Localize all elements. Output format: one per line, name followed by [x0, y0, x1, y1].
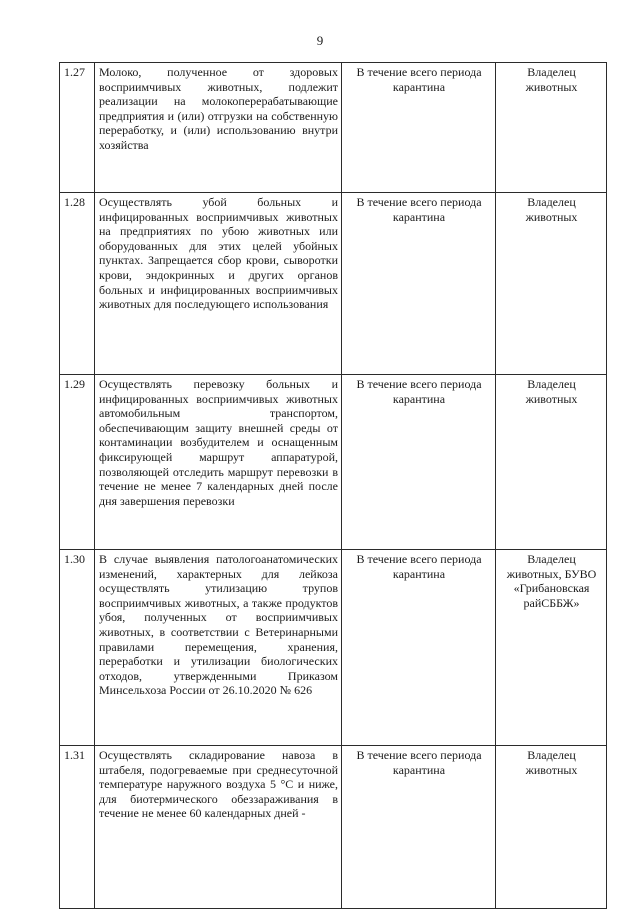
row-number: 1.29 — [60, 375, 95, 550]
table-row — [60, 193, 607, 375]
measure-responsible: Владелец животных — [496, 63, 607, 193]
page-number: 9 — [316, 33, 324, 48]
measure-responsible: Владелец животных — [496, 193, 607, 375]
measure-term: В течение всего периода карантина — [342, 63, 496, 193]
row-number: 1.31 — [60, 746, 95, 909]
measure-responsible: Владелец животных — [496, 746, 607, 909]
row-number: 1.28 — [60, 193, 95, 375]
measure-term: В течение всего периода карантина — [342, 375, 496, 550]
row-number: 1.30 — [60, 550, 95, 746]
measure-description: Осуществлять складирование навоза в штабеля, подогреваемые при среднесуточной температуре наружного воздуха 5 °С и ниже, для биотермического обеззараживания в течение не менее 60 календарных дней - — [95, 746, 342, 909]
measure-responsible: Владелец животных — [496, 375, 607, 550]
table-row — [60, 63, 607, 193]
measure-description: Осуществлять убой больных и инфицированных восприимчивых животных на предприятиях по убою животных или оборудованных для этих целей убойных пунктах. Запрещается сбор крови, сыворотки крови, эндокринных и других органов больных и инфицированных восприимчивых животных для последующего использования — [95, 193, 342, 375]
measure-term: В течение всего периода карантина — [342, 550, 496, 746]
table-row — [60, 550, 607, 746]
row-number: 1.27 — [60, 63, 95, 193]
measure-term: В течение всего периода карантина — [342, 746, 496, 909]
measures-table — [59, 62, 607, 909]
measure-responsible: Владелец животных, БУВО «Грибановская райСББЖ» — [496, 550, 607, 746]
table-row — [60, 746, 607, 909]
measure-description: В случае выявления патологоанатомических изменений, характерных для лейкоза осуществлять утилизацию трупов восприимчивых животных, а также продуктов убоя, полученных от восприимчивых животных, в соответствии с Ветеринарными правилами перемещения, хранения, переработки и утилизации биологических отходов, утвержденными Приказом Минсельхоза России от 26.10.2020 № 626 — [95, 550, 342, 746]
measure-term: В течение всего периода карантина — [342, 193, 496, 375]
table-row — [60, 375, 607, 550]
measure-description: Осуществлять перевозку больных и инфицированных восприимчивых животных автомобильным транспортом, обеспечивающим защиту внешней среды от контаминации возбудителем и оснащенным фиксирующей маршрут аппаратурой, позволяющей отследить маршрут перевозки в течение не менее 7 календарных дней после дня завершения перевозки — [95, 375, 342, 550]
measure-description: Молоко, полученное от здоровых восприимчивых животных, подлежит реализации на молокоперерабатывающие предприятия и (или) отгрузки на собственную переработку, и (или) использованию внутри хозяйства — [95, 63, 342, 193]
